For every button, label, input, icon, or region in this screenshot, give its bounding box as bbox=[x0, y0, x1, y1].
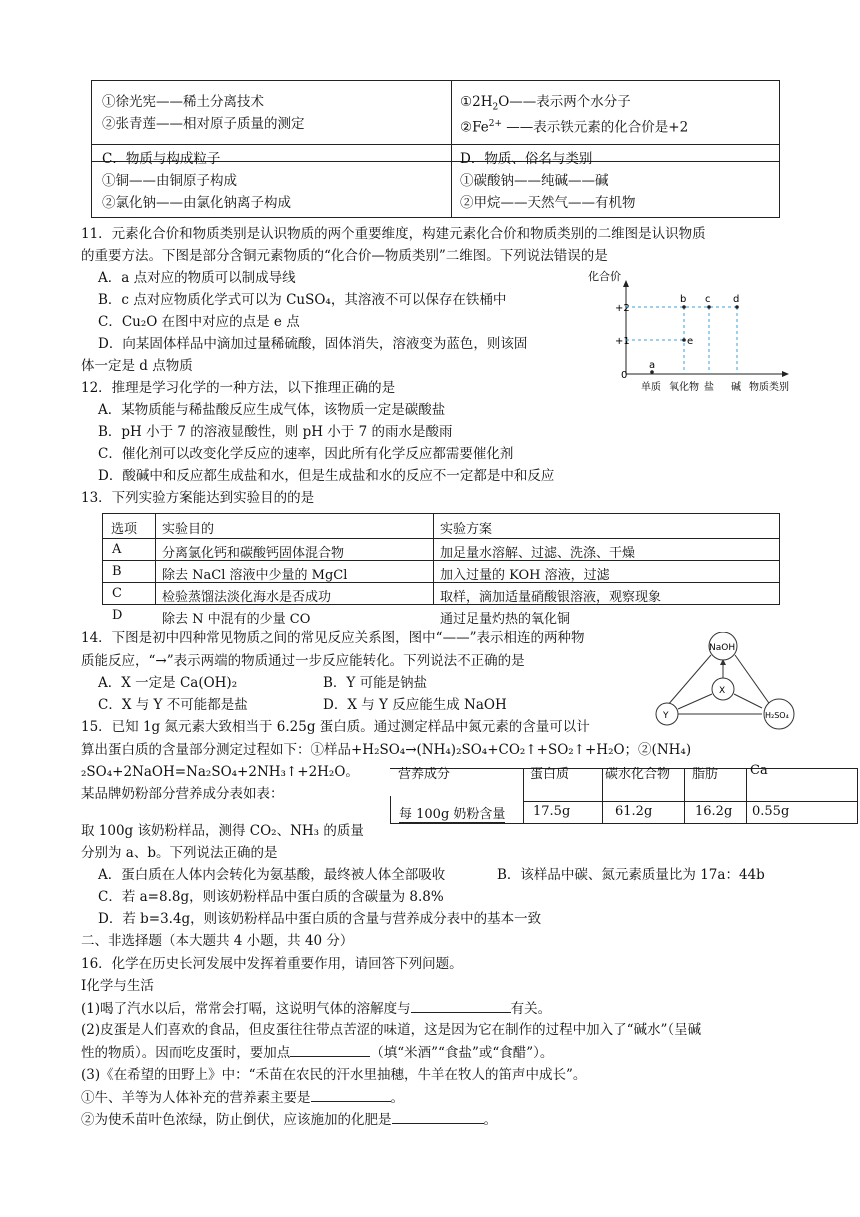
q12-stem: 12．推理是学习化学的一种方法，以下推理正确的是 bbox=[81, 380, 396, 396]
q16-p2-line-2 bbox=[81, 1042, 553, 1063]
q11-stem-1: 11．元素化合价和物质类别是认识物质的两个重要维度，构建元素化合价和物质类别的二维图是认识物质 bbox=[81, 226, 706, 242]
q13-row-d-option: D bbox=[112, 608, 123, 623]
q16-p1-text: (1)喝了汽水以后，常常会打嗝，这说明气体的溶解度与 bbox=[81, 1001, 411, 1017]
q13-row-b-purpose: 除去 NaCl 溶液中少量的 MgCl bbox=[162, 568, 348, 583]
q12-option-d: D．酸碱中和反应都生成盐和水，但是生成盐和水的反应不一定都是中和反应 bbox=[98, 468, 555, 484]
q16-p2-line-1: (2)皮蛋是人们喜欢的食品，但皮蛋往往带点苦涩的味道，这是因为它在制作的过程中加入了“碱水”（呈碱 bbox=[81, 1022, 702, 1038]
chart-label-a: a bbox=[649, 360, 656, 371]
q15-option-d: D．若 b=3.4g，则该奶粉样品中蛋白质的含量与营养成分表中的基本一致 bbox=[98, 911, 542, 927]
q11-option-d-2: 体一定是 d 点物质 bbox=[81, 358, 193, 374]
nutrition-table bbox=[390, 763, 858, 824]
table-divider-vertical bbox=[451, 81, 452, 217]
q13-row-c-option: C bbox=[112, 586, 122, 601]
q12-option-b: B．pH 小于 7 的溶液显酸性，则 pH 小于 7 的雨水是酸雨 bbox=[98, 424, 453, 440]
table-vrule bbox=[602, 768, 603, 824]
chart-xtick-element: 单质 bbox=[641, 382, 661, 393]
q13-row-d-plan: 通过足量灼热的氧化铜 bbox=[440, 612, 571, 627]
chart-xtick-oxide: 氧化物 bbox=[669, 382, 699, 393]
option-d-title: D．物质、俗名与类别 bbox=[460, 151, 593, 167]
q16-stem: 16．化学在历史长河发展中发挥着重要作用，请回答下列问题。 bbox=[81, 956, 463, 972]
node-y-label: Y bbox=[663, 711, 669, 721]
q13-row-b-option: B bbox=[112, 564, 122, 579]
chart-point-e bbox=[682, 338, 686, 342]
chart-ylabel: 化合价 bbox=[588, 270, 621, 283]
chart-x-arrow bbox=[782, 371, 789, 377]
nutrition-header-protein: 蛋白质 bbox=[530, 767, 570, 782]
q16-p1 bbox=[81, 998, 551, 1019]
q14-option-a: A．X 一定是 Ca(OH)₂ bbox=[98, 675, 238, 691]
q15-option-c: C．若 a=8.8g，则该奶粉样品中蛋白质的含碳量为 8.8% bbox=[98, 889, 444, 905]
q16-p3-a-text: ①牛、羊等为人体补充的营养素主要是 bbox=[81, 1090, 311, 1106]
q13-table bbox=[102, 513, 780, 627]
option-d-line-1: ①碳酸钠——纯碱——碱 bbox=[460, 173, 609, 189]
q16-part-1-title: Ⅰ化学与生活 bbox=[81, 978, 154, 994]
nutrition-row-label: 每 100g 奶粉含量 bbox=[399, 803, 505, 823]
q15-option-b: B．该样品中碳、氮元素质量比为 17a：44b bbox=[497, 867, 765, 883]
chart-label-d: d bbox=[733, 294, 740, 305]
answer-blank-nutrient[interactable] bbox=[311, 1087, 391, 1102]
q13-row-c-plan: 取样，滴加适量硝酸银溶液，观察现象 bbox=[440, 590, 662, 605]
nutrition-ca-value: 0.55g bbox=[752, 804, 790, 819]
q13-row-d-purpose: 除去 N 中混有的少量 CO bbox=[162, 612, 311, 627]
section-2-title: 二、非选择题（本大题共 4 小题，共 40 分） bbox=[81, 933, 354, 949]
chart-point-b bbox=[682, 305, 686, 309]
q16-p2-end: （填“米酒”“食盐”或“食醋”）。 bbox=[370, 1045, 554, 1061]
q13-header-option: 选项 bbox=[111, 522, 138, 537]
chart-xlabel: 物质类别 bbox=[749, 382, 789, 393]
table-rule bbox=[102, 513, 780, 514]
q14-option-d: D．X 与 Y 反应能生成 NaOH bbox=[323, 697, 507, 713]
option-c-title: C．物质与构成粒子 bbox=[102, 151, 221, 167]
q16-p3-a bbox=[81, 1087, 404, 1108]
edge-naoh-y bbox=[667, 655, 711, 706]
valence-category-chart bbox=[585, 266, 800, 404]
chart-ytick-0: 0 bbox=[621, 370, 628, 381]
q15-line-4: 某品牌奶粉部分营养成分表如表： bbox=[81, 786, 284, 802]
table-vrule bbox=[523, 768, 524, 824]
option-b-line-2: $②Fe^{2+}$ ——表示铁元素的化合价是+2 bbox=[460, 119, 689, 136]
nutrition-header-fat: 脂肪 bbox=[692, 767, 719, 782]
q15-line-5: 取 100g 该奶粉样品，测得 CO₂、NH₃ 的质量 bbox=[81, 823, 364, 839]
table-vrule bbox=[746, 768, 747, 824]
q14-stem-2: 质能反应，“→”表示两端的物质通过一步反应能转化。下列说法不正确的是 bbox=[81, 653, 525, 669]
q11-option-a: A．a 点对应的物质可以制成导线 bbox=[98, 270, 296, 286]
option-a-line-2: ②张青莲——相对原子质量的测定 bbox=[102, 116, 305, 132]
q14-stem-1: 14．下图是初中四种常见物质之间的常见反应关系图，图中“——”表示相连的两种物 bbox=[81, 630, 585, 646]
chart-point-c bbox=[707, 305, 711, 309]
chart-label-b: b bbox=[680, 294, 687, 305]
chart-ytick-plus2: +2 bbox=[615, 303, 630, 314]
chart-point-d bbox=[735, 305, 739, 309]
chart-y-arrow bbox=[623, 280, 629, 287]
table-rule bbox=[523, 801, 858, 802]
table-vrule bbox=[857, 768, 858, 824]
q11-option-c: C．Cu₂O 在图中对应的点是 e 点 bbox=[98, 314, 300, 330]
option-c-line-1: ①铜——由铜原子构成 bbox=[102, 173, 237, 189]
q16-p3: (3)《在希望的田野上》中：“禾苗在农民的汗水里抽穗，牛羊在牧人的笛声中成长”。 bbox=[81, 1067, 587, 1083]
table-vrule bbox=[684, 768, 685, 824]
chart-label-c: c bbox=[705, 294, 711, 305]
answer-blank-fertilizer[interactable] bbox=[392, 1109, 484, 1124]
q13-row-a-purpose: 分离氯化钙和碳酸钙固体混合物 bbox=[162, 546, 345, 561]
q16-p2-text: 性的物质）。因而吃皮蛋时，要加点 bbox=[81, 1045, 291, 1061]
q11-option-b: B．c 点对应物质化学式可以为 CuSO₄，其溶液不可以保存在铁桶中 bbox=[98, 292, 507, 308]
nutrition-carb-value: 61.2g bbox=[615, 804, 653, 819]
q13-row-a-plan: 加足量水溶解、过滤、洗涤、干燥 bbox=[440, 546, 636, 561]
table-vrule bbox=[155, 513, 156, 605]
chart-xtick-base: 碱 bbox=[731, 382, 741, 393]
chart-xtick-salt: 盐 bbox=[704, 382, 714, 393]
table-vrule bbox=[390, 796, 391, 824]
node-naoh-label: NaOH bbox=[709, 643, 736, 653]
edge-x-y bbox=[678, 694, 712, 709]
q16-p3-a-end: 。 bbox=[390, 1090, 404, 1106]
q13-header-plan: 实验方案 bbox=[440, 522, 493, 537]
nutrition-header-carb: 碳水化合物 bbox=[605, 767, 671, 782]
nutrition-header-item: 营养成分 bbox=[398, 767, 451, 782]
q14-option-b: B．Y 可能是钠盐 bbox=[323, 675, 428, 691]
q13-header-purpose: 实验目的 bbox=[162, 522, 215, 537]
q13-row-a-option: A bbox=[112, 542, 122, 557]
q11-option-d-1: D．向某固体样品中滴加过量稀硫酸，固体消失，溶液变为蓝色，则该固 bbox=[98, 336, 528, 352]
q16-p3-b-text: ②为使禾苗叶色浓绿，防止倒伏，应该施加的化肥是 bbox=[81, 1112, 392, 1128]
q13-row-c-purpose: 检验蒸馏法淡化海水是否成功 bbox=[162, 590, 332, 605]
q16-p1-end: 有关。 bbox=[510, 1001, 552, 1017]
q15-line-2: 算出蛋白质的含量部分测定过程如下：①样品+H₂SO₄→(NH₄)₂SO₄+CO₂↑+SO₂↑+H₂O；②(NH₄) bbox=[81, 742, 692, 758]
options-table-q10 bbox=[91, 80, 780, 218]
nutrition-header-ca: Ca bbox=[750, 763, 768, 778]
q13-row-b-plan: 加入过量的 KOH 溶液，过滤 bbox=[440, 568, 610, 583]
table-vrule bbox=[102, 513, 103, 605]
table-rule bbox=[102, 538, 780, 539]
reaction-relationship-diagram bbox=[645, 632, 805, 732]
chart-label-e: e bbox=[687, 336, 694, 347]
option-c-line-2: ②氯化钠——由氯化钠离子构成 bbox=[102, 195, 291, 211]
q12-option-a: A．某物质能与稀盐酸反应生成气体，该物质一定是碳酸盐 bbox=[98, 402, 446, 418]
table-vrule bbox=[433, 513, 434, 605]
q15-line-6: 分别为 a、b。下列说法正确的是 bbox=[81, 845, 278, 861]
table-vrule bbox=[779, 513, 780, 605]
node-x-label: X bbox=[719, 686, 726, 696]
q13-stem: 13．下列实验方案能达到实验目的的是 bbox=[81, 490, 315, 506]
option-d-line-2: ②甲烷——天然气——有机物 bbox=[460, 195, 636, 211]
chart-ytick-plus1: +1 bbox=[615, 336, 630, 347]
table-rule bbox=[390, 823, 858, 824]
answer-blank-seasoning[interactable] bbox=[290, 1042, 370, 1057]
nutrition-fat-value: 16.2g bbox=[695, 804, 733, 819]
q15-line-1: 15．已知 1g 氮元素大致相当于 6.25g 蛋白质。通过测定样品中氮元素的含量可以计 bbox=[81, 719, 590, 735]
q16-p3-b bbox=[81, 1109, 497, 1130]
nutrition-protein-value: 17.5g bbox=[533, 804, 571, 819]
node-h2so4-label: H₂SO₄ bbox=[765, 711, 789, 720]
option-b-line-1: $①2H_2O——$表示两个水分子 bbox=[460, 94, 631, 113]
edge-x-h2so4 bbox=[734, 694, 762, 708]
option-a-line-1: ①徐光宪——稀土分离技术 bbox=[102, 94, 264, 110]
q12-option-c: C．催化剂可以改变化学反应的速率，因此所有化学反应都需要催化剂 bbox=[98, 446, 514, 462]
answer-blank-solubility[interactable] bbox=[411, 998, 511, 1013]
edge-naoh-h2so4 bbox=[735, 655, 771, 706]
table-divider-horizontal bbox=[92, 144, 779, 145]
q15-option-a: A．蛋白质在人体内会转化为氨基酸，最终被人体全部吸收 bbox=[98, 867, 446, 883]
q15-line-3: ₂SO₄+2NaOH=Na₂SO₄+2NH₃↑+2H₂O。 bbox=[81, 764, 359, 780]
q11-stem-2: 的重要方法。下图是部分含铜元素物质的“化合价—物质类别”二维图。下列说法错误的是 bbox=[81, 248, 608, 264]
q16-p3-b-end: 。 bbox=[483, 1112, 497, 1128]
q14-option-c: C．X 与 Y 不可能都是盐 bbox=[98, 697, 248, 713]
